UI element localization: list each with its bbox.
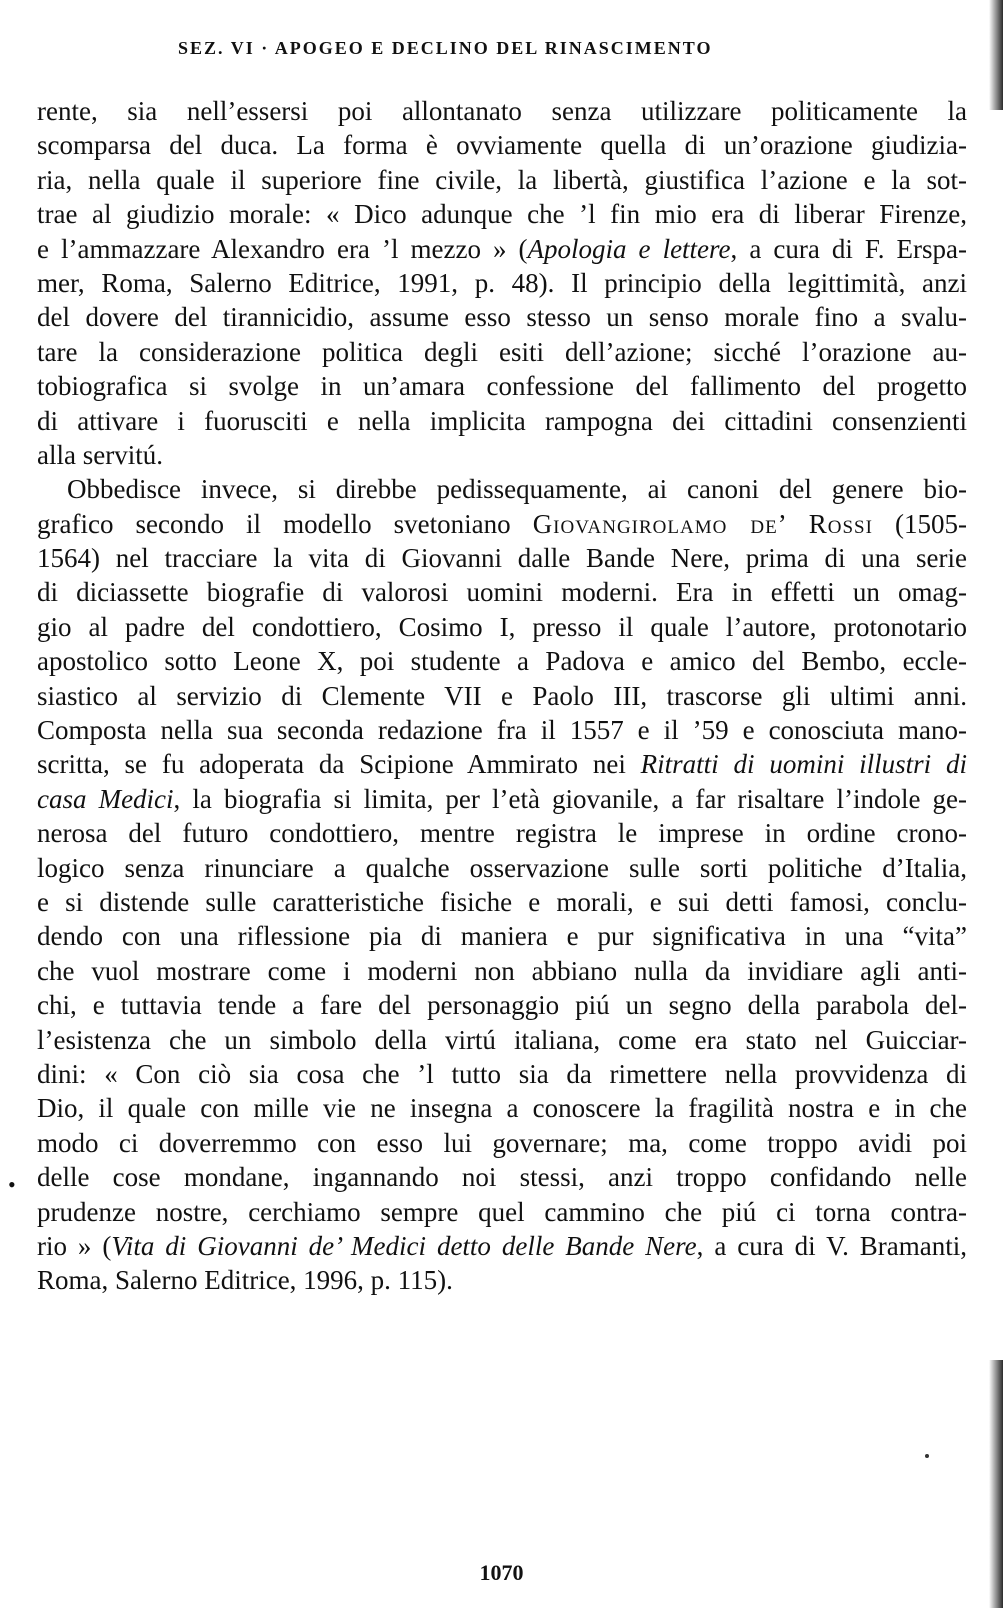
text-line: 1564) nel tracciare la vita di Giovanni dalle Bande Nere, prima di una serie: [37, 543, 967, 574]
text-line: ria, nella quale il superiore fine civile, la libertà, giustifica l’azione e la sot-: [37, 164, 967, 195]
scan-edge-shadow: [989, 1360, 1003, 1608]
citation-title: Apologia e lettere: [527, 233, 731, 264]
text-line: modo ci doverremmo con esso lui governare; ma, come troppo avidi poi: [37, 1127, 967, 1158]
text-line: mer, Roma, Salerno Editrice, 1991, p. 48). Il principio della legittimità, anzi: [37, 267, 967, 298]
text-line: logico senza rinunciare a qualche osservazione sulle sorti politiche d’Italia,: [37, 852, 967, 883]
text-line: Obbedisce invece, si direbbe pedissequamente, ai canoni del genere bio-: [67, 474, 967, 505]
text-line: rente, sia nell’essersi poi allontanato senza utilizzare politicamente la: [37, 96, 967, 126]
body-text: [37, 94, 967, 1298]
text-line: del dovere del tirannicidio, assume esso stesso un senso morale fino a svalu-: [37, 302, 967, 333]
text-line: Roma, Salerno Editrice, 1996, p. 115).: [37, 1265, 453, 1296]
text-line: prudenze nostre, cerchiamo sempre quel cammino che piú ci torna contra-: [37, 1196, 967, 1227]
author-name: Giovangirolamo de’ Rossi: [532, 508, 873, 539]
text-line: tobiografica si svolge in un’amara confessione del fallimento del progetto: [37, 371, 967, 402]
text-line: di diciassette biografie di valorosi uomini moderni. Era in effetti un omag-: [37, 577, 967, 608]
text-line: che vuol mostrare come i moderni non abbiano nulla da invidiare agli anti-: [37, 955, 967, 986]
scan-speck: [925, 1454, 929, 1458]
citation-title: Ritratti di uomini illustri di: [640, 749, 967, 780]
text-line: siastico al servizio di Clemente VII e Paolo III, trascorse gli ultimi anni.: [37, 680, 967, 711]
text-line: chi, e tuttavia tende a fare del personaggio piú un segno della parabola del-: [37, 990, 967, 1021]
text-line: di attivare i fuorusciti e nella implicita rampogna dei cittadini consenzienti: [37, 405, 967, 436]
text-line: e l’ammazzare Alexandro era ’l mezzo » (Apologia e lettere, a cura di F. Erspa-: [37, 233, 968, 264]
text-line: casa Medici, la biografia si limita, per l’età giovanile, a far risaltare l’indole ge-: [37, 783, 968, 814]
text-line: e si distende sulle caratteristiche fisiche e morali, e sui detti famosi, conclu-: [37, 886, 967, 917]
margin-bullet: •: [8, 1172, 16, 1197]
text-line: scritta, se fu adoperata da Scipione Ammirato nei Ritratti di uomini illustri di: [37, 749, 967, 780]
text-line: trae al giudizio morale: « Dico adunque che ’l fin mio era di liberar Firenze,: [37, 199, 967, 230]
text-line: Dio, il quale con mille vie ne insegna a conoscere la fragilità nostra e in che: [37, 1093, 967, 1124]
text-line: Composta nella sua seconda redazione fra il 1557 e il ’59 e conosciuta mano-: [37, 715, 967, 746]
text-line: dini: « Con ciò sia cosa che ’l tutto sia da rimettere nella provvidenza di: [37, 1058, 967, 1089]
text-line: scomparsa del duca. La forma è ovviamente quella di un’orazione giudizia-: [37, 130, 967, 161]
text-line: grafico secondo il modello svetoniano Giovangirolamo de’ Rossi (1505-: [37, 508, 967, 539]
text-line: dendo con una riflessione pia di maniera e pur significativa in una “vita”: [37, 921, 967, 952]
page-number: 1070: [479, 1560, 524, 1585]
text-line: l’esistenza che un simbolo della virtú italiana, come era stato nel Guicciar-: [37, 1024, 967, 1055]
text-line: alla servitú.: [37, 439, 163, 470]
text-line: tare la considerazione politica degli esiti dell’azione; sicché l’orazione au-: [37, 336, 967, 367]
citation-title: Vita di Giovanni de’ Medici detto delle Bande Nere: [111, 1230, 697, 1261]
text-line: delle cose mondane, ingannando noi stessi, anzi troppo confidando nelle: [37, 1162, 967, 1193]
citation-title: casa Medici: [37, 783, 174, 814]
running-header: SEZ. VI · APOGEO E DECLINO DEL RINASCIMENTO: [178, 38, 713, 58]
text-line: rio » (Vita di Giovanni de’ Medici detto delle Bande Nere, a cura di V. Bramanti,: [37, 1230, 968, 1261]
scan-edge-shadow: [989, 0, 1003, 110]
text-line: nerosa del futuro condottiero, mentre registra le imprese in ordine crono-: [37, 818, 967, 849]
text-line: apostolico sotto Leone X, poi studente a Padova e amico del Bembo, eccle-: [37, 646, 967, 677]
text-line: gio al padre del condottiero, Cosimo I, presso il quale l’autore, protonotario: [37, 611, 967, 642]
